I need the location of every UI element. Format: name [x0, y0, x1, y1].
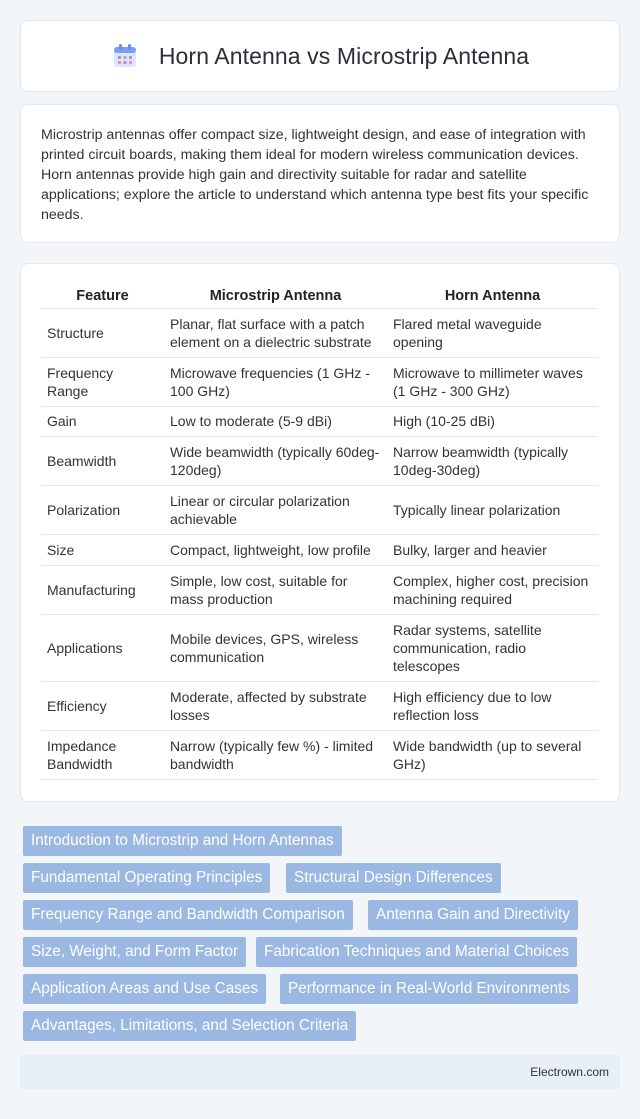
- table-row: [41, 308, 598, 357]
- topic-link[interactable]: Performance in Real-World Environments: [280, 974, 578, 1004]
- table-cell: Narrow (typically few %) - limited bandwidth: [164, 730, 387, 779]
- header-feature: Feature: [41, 284, 164, 308]
- comparison-table: [41, 284, 598, 780]
- table-cell: Mobile devices, GPS, wireless communication: [164, 614, 387, 681]
- table-cell: Impedance Bandwidth: [41, 730, 164, 779]
- table-cell: Microwave to millimeter waves (1 GHz - 300 GHz): [387, 357, 598, 406]
- table-row: [41, 614, 598, 681]
- table-row: [41, 406, 598, 436]
- table-cell: Moderate, affected by substrate losses: [164, 681, 387, 730]
- calendar-icon: [111, 42, 139, 70]
- table-cell: Narrow beamwidth (typically 10deg-30deg): [387, 436, 598, 485]
- table-cell: High (10-25 dBi): [387, 406, 598, 436]
- table-row: [41, 534, 598, 565]
- page-title: Horn Antenna vs Microstrip Antenna: [158, 42, 530, 69]
- topic-link[interactable]: Frequency Range and Bandwidth Comparison: [23, 900, 353, 930]
- footer-brand: Electrown.com: [530, 1065, 609, 1079]
- table-cell: Size: [41, 534, 164, 565]
- topic-link[interactable]: Antenna Gain and Directivity: [368, 900, 578, 930]
- table-row: [41, 681, 598, 730]
- table-cell: Microwave frequencies (1 GHz - 100 GHz): [164, 357, 387, 406]
- table-cell: Wide bandwidth (up to several GHz): [387, 730, 598, 779]
- table-cell: Wide beamwidth (typically 60deg-120deg): [164, 436, 387, 485]
- intro-text: Microstrip antennas offer compact size, lightweight design, and ease of integration with printed circuit boards, making them ideal for modern wireless communication devices. Horn antennas provide high gain and directivity suitable for radar and satellite applications; explore the article to understand which antenna type best fits your specific needs.: [41, 127, 589, 223]
- table-header-row: [41, 284, 598, 308]
- table-cell: Typically linear polarization: [387, 485, 598, 534]
- topic-link[interactable]: Introduction to Microstrip and Horn Antennas: [23, 826, 342, 856]
- header-microstrip: Microstrip Antenna: [164, 284, 387, 308]
- table-row: [41, 565, 598, 614]
- comparison-table-card: [20, 263, 620, 802]
- topic-link[interactable]: Advantages, Limitations, and Selection Criteria: [23, 1011, 356, 1041]
- table-cell: Efficiency: [41, 681, 164, 730]
- topic-link[interactable]: Fundamental Operating Principles: [23, 863, 270, 893]
- table-cell: Applications: [41, 614, 164, 681]
- table-row: [41, 357, 598, 406]
- table-cell: High efficiency due to low reflection loss: [387, 681, 598, 730]
- topic-link[interactable]: Fabrication Techniques and Material Choices: [256, 937, 577, 967]
- table-cell: Bulky, larger and heavier: [387, 534, 598, 565]
- table-cell: Frequency Range: [41, 357, 164, 406]
- topic-link[interactable]: Size, Weight, and Form Factor: [23, 937, 246, 967]
- table-cell: Radar systems, satellite communication, radio telescopes: [387, 614, 598, 681]
- table-cell: Beamwidth: [41, 436, 164, 485]
- header-card: [20, 20, 620, 92]
- topic-link[interactable]: Application Areas and Use Cases: [23, 974, 266, 1004]
- header-horn: Horn Antenna: [387, 284, 598, 308]
- table-cell: Structure: [41, 308, 164, 357]
- table-cell: Polarization: [41, 485, 164, 534]
- table-cell: Linear or circular polarization achievable: [164, 485, 387, 534]
- intro-card: [20, 104, 620, 243]
- table-cell: Simple, low cost, suitable for mass production: [164, 565, 387, 614]
- table-cell: Compact, lightweight, low profile: [164, 534, 387, 565]
- table-cell: Flared metal waveguide opening: [387, 308, 598, 357]
- table-cell: Manufacturing: [41, 565, 164, 614]
- table-row: [41, 436, 598, 485]
- table-cell: Complex, higher cost, precision machining required: [387, 565, 598, 614]
- table-cell: Gain: [41, 406, 164, 436]
- topic-link[interactable]: Structural Design Differences: [286, 863, 501, 893]
- table-cell: Planar, flat surface with a patch element on a dielectric substrate: [164, 308, 387, 357]
- footer: [20, 1055, 620, 1089]
- table-cell: Low to moderate (5-9 dBi): [164, 406, 387, 436]
- table-row: [41, 730, 598, 779]
- table-row: [41, 485, 598, 534]
